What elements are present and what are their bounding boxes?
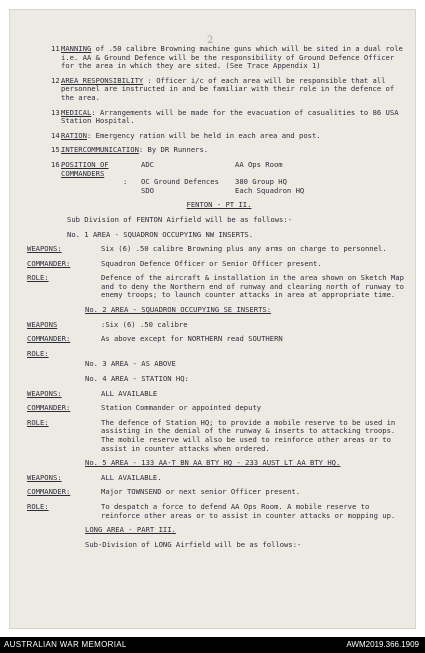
area-heading: No. 1 AREA - SQUADRON OCCUPYING NW INSERTS. — [67, 229, 254, 239]
area1-commander: COMMANDER: Squadron Defence Officer or Senior Officer present. — [27, 258, 322, 268]
document-page — [9, 9, 416, 629]
area1-weapons: WEAPONS: Six (6) .50 calibre Browning plus any arms on charge to personnel. — [27, 244, 387, 254]
area4-weapons: WEAPONS: ALL AVAILABLE — [27, 388, 158, 398]
commanders-table: POSITION OF COMMANDERS ADC AA Ops Room : OC Ground Defences 380 Group HQ SDO Each Squadron HQ — [61, 161, 411, 195]
item-13: 13. MEDICAL: Arrangements will be made for the evacuation of casualities to 86 USA Station Hospital. — [51, 107, 399, 126]
area1-role: ROLE: Defence of the aircraft & installation in the area shown on Sketch Map and to deny the Northern end of runway and clearing north of runway to enemy troops; to launch counter attacks in area at appropriate time. — [27, 273, 404, 300]
item-text: : Emergency ration will be held in each area and post. — [86, 130, 321, 140]
area4-commander: COMMANDER: Station Commander or appointed deputy — [27, 403, 262, 413]
item-15: 15. INTERCOMMUNICATION: By DR Runners. — [51, 145, 209, 155]
area5-commander: COMMANDER: Major TOWNSEND or next senior Officer present. — [27, 487, 301, 497]
item-text: of .50 calibre Browning machine guns which will be sited in a dual role i.e. AA & Ground Defence will be the responsibility of Ground Defence Officer for the area in which they are sited. (See Trace Appendix 1) — [61, 44, 403, 71]
footer-credit: AUSTRALIAN WAR MEMORIAL — [4, 640, 127, 649]
footer-bar — [0, 637, 425, 653]
footer-accession-id: AWM2019.366.1909 — [346, 640, 419, 649]
area5-weapons: WEAPONS: ALL AVAILABLE. — [27, 472, 162, 482]
area-heading: No. 3 AREA - AS ABOVE — [85, 359, 176, 369]
item-text: : Arrangements will be made for the evacuation of casualities to 86 USA Station Hospital. — [61, 107, 399, 126]
item-14: 14. RATION: Emergency ration will be held in each area and post. — [51, 130, 321, 140]
area2-commander: COMMANDER: As above except for NORTHERN read SOUTHERN — [27, 334, 283, 344]
item-title: INTERCOMMUNICATION — [61, 145, 139, 155]
page-number: 2 — [207, 35, 214, 46]
commander-place: 380 Group HQ — [235, 177, 287, 187]
item-12: 12. AREA RESPONSIBILITY : Officer i/c of each area will be responsible that all personnel are instructed in and be familiar with their role in the defence of the area. — [51, 75, 395, 102]
section-intro: Sub Division of FENTON Airfield will be as follows:- — [67, 214, 293, 224]
item-text: : Officer i/c of each area will be responsible that all personnel are instructed in and be familiar with their role in the defence of the area. — [61, 75, 395, 102]
item-11: 11. MANNING of .50 calibre Browning machine guns which will be sited in a dual role i.e. AA & Ground Defence will be the responsibility of Ground Defence Officer for the area in which they are sited. (See Trace Appendix 1) — [51, 44, 403, 71]
section-intro: Sub-Division of LONG Airfield will be as follows:- — [85, 539, 302, 549]
commander-place: AA Ops Room — [235, 159, 283, 169]
commander-place: Each Squadron HQ — [235, 185, 305, 195]
area-heading: No. 4 AREA - STATION HQ: — [85, 374, 189, 384]
section-heading-fenton: FENTON - PT II. — [186, 200, 252, 210]
item-title: MANNING — [61, 44, 92, 53]
commander-role: SDO — [141, 185, 154, 195]
item-16: 16. POSITION OF COMMANDERS ADC AA Ops Room : OC Ground Defences 380 Group HQ SDO Each Squadron HQ — [27, 161, 411, 195]
item-title: MEDICAL — [61, 107, 92, 117]
area2-role: ROLE: — [27, 348, 49, 358]
item-title: AREA RESPONSIBILITY — [61, 75, 144, 85]
commander-role: OC Ground Defences — [141, 177, 219, 187]
area-heading: No. 2 AREA - SQUADRON OCCUPYING SE INSERTS: — [85, 305, 272, 315]
area4-role: ROLE: The defence of Station HQ; to provide a mobile reserve to be used in assisting in the denial of the runway & inserts to attacking troops. The mobile reserve will also be used to reinforce other areas or to assist in counter attacks when ordered. — [27, 417, 396, 453]
item-text: : By DR Runners. — [138, 145, 209, 155]
area2-weapons: WEAPONS :Six (6) .50 calibre — [27, 319, 188, 329]
area-heading: No. 5 AREA - 133 AA-T BN AA BTY HQ - 233 AUST LT AA BTY HQ. — [85, 458, 341, 468]
document-body — [27, 45, 411, 555]
item-title: RATION — [61, 130, 87, 140]
item-title: POSITION OF COMMANDERS — [61, 159, 109, 178]
commander-role: ADC — [141, 159, 154, 169]
section-heading-long: LONG AREA - PART III. — [85, 525, 176, 535]
area5-role: ROLE: To despatch a force to defend AA Ops Room. A mobile reserve to reinforce other areas or to assist in counter attacks or mopping up. — [27, 501, 396, 520]
